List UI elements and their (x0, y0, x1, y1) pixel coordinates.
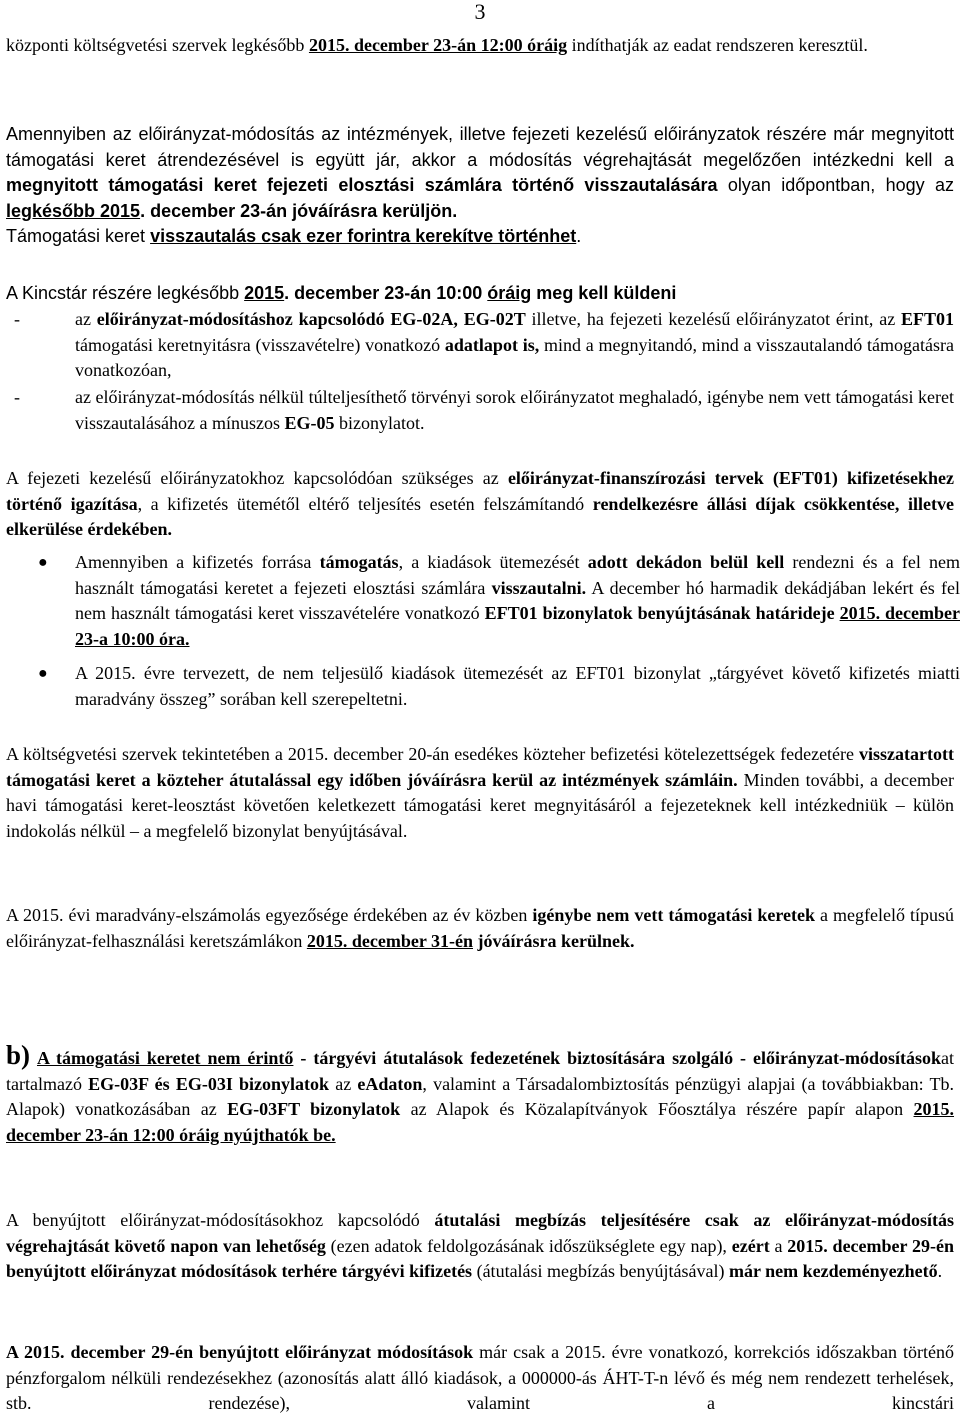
text-run: az (75, 309, 97, 329)
emphasis-run: átutalási megbízás teljesítésére csak az előirányzat-módosítás végrehajtását követő napon van lehetőség (6, 1210, 954, 1256)
emphasis-run: adott dekádon belül kell (587, 552, 785, 572)
text-run: rendezni és a fel nem használt támogatási keretet a fejezeti elosztási számlára (75, 552, 960, 598)
text-run: Minden további, a december havi támogatási keret-leosztást követően keletkezett támogatási keret megnyitásáról a fejezeteknek kell intézkedniük – külön indokolás nélkül – a megfelelő bizonylat benyújtásával. (6, 769, 954, 841)
paragraph-appropriation-modification (6, 122, 954, 250)
emphasis-run: EFT01 (901, 309, 955, 329)
paragraph-transfer-orders (6, 1208, 954, 1285)
text-run: mind a megnyitandó, mind a visszautalandó támogatásra vonatkozóan, (75, 334, 954, 380)
text-run: (ezen adatok feldolgozásának időszükséglete egy nap), (325, 1235, 732, 1256)
emphasis-run: EG-03FT bizonylatok (227, 1099, 401, 1119)
emphasis-run: EG-03F és EG-03I bizonylatok (88, 1073, 330, 1094)
text-run: indíthatják az eadat rendszeren keresztül. (567, 35, 868, 55)
text-run: A 2015. évi maradvány-elszámolás egyezősége érdekében az év közben (6, 905, 533, 925)
paragraph-correction-period (6, 1340, 954, 1417)
text-run: bizonylatot. (334, 412, 425, 433)
emphasis-run: A támogatási keretet nem érintő (36, 1048, 294, 1068)
dash-item-1 (14, 307, 954, 384)
bullet-item-1 (6, 550, 960, 654)
bullet-icon: ● (38, 554, 48, 571)
emphasis-run: 2015. december 29-én benyújtott előirányzat módosítások terhére tárgyévi kifizetés (6, 1235, 954, 1281)
text-run: A költségvetési szervek tekintetében a 2015. december 20-án esedékes közteher befizetési kötelezettségek fedezetére (6, 744, 860, 764)
text-run: A fejezeti kezelésű előirányzatokhoz kapcsolódóan szükséges az (6, 468, 508, 488)
paragraph-financing-plans (6, 466, 954, 543)
emphasis-run: visszatartott támogatási keret a közteher átutalással egy időben jóváírásra kerül az intézmények számláin. (6, 744, 954, 790)
emphasis-run: . december 23-án 10:00 (284, 283, 488, 303)
deadline-run: 2015. december 23-a 10:00 óra. (75, 603, 960, 649)
text-run: az előirányzat-módosítás nélkül túlteljesíthető törvényi sorok előirányzatot meghaladó, igénybe nem vett támogatási keret visszautalásához a mínuszos (75, 387, 954, 433)
text-run: az Alapok és Közalapítványok Főosztálya részére papír alapon (400, 1099, 914, 1119)
deadline-run: legkésőbb 2015 (6, 200, 141, 221)
emphasis-run: már nem kezdeményezhető (728, 1261, 938, 1281)
text-run: az (329, 1073, 358, 1094)
text-run: A Kincstár részére legkésőbb (6, 283, 245, 303)
text-run: illetve, ha fejezeti kezelésű előirányzatot érint, az (525, 309, 901, 329)
paragraph-remainder-settlement (6, 903, 954, 954)
text-run: Amennyiben a kifizetés forrása (75, 552, 320, 572)
text-run: , valamint a Társadalombiztosítás pénzügyi alapjai (a továbbiakban: Tb. Alapok) vonatkozásában az (6, 1073, 954, 1119)
text-run: , a kifizetés ütemétől eltérő teljesítés esetén felszámítandó (137, 493, 593, 514)
section-b (6, 1040, 955, 1148)
text-run: már csak a 2015. évre vonatkozó, korrekciós időszakban történő pénzforgalom nélküli rendezésekhez (azonosítás alatt álló kiadások, a 000000-ás ÁHT-T-n lévő és még nem rendezett terhelések, stb. rendezése), valamint a kincstári (6, 1342, 954, 1413)
text-run: Támogatási keret (6, 226, 151, 246)
emphasis-run: előirányzat-finanszírozási tervek (EFT01) kifizetésekhez történő igazítása (6, 468, 954, 514)
text-run: (átutalási megbízás benyújtásával) (472, 1261, 729, 1281)
emphasis-run: EFT01 bizonylatok benyújtásának határideje (484, 603, 840, 623)
dash-marker: - (14, 309, 20, 329)
deadline-run: 2015. december 23-án 12:00 óráig (308, 35, 568, 55)
bullet-icon: ● (38, 665, 48, 682)
text-run: A december hó harmadik dekádjában lekért és fel nem használt támogatási keret visszavételére vonatkozó (75, 577, 960, 623)
dash-item-text (75, 307, 954, 384)
text-run: a (769, 1235, 788, 1256)
text-run: központi költségvetési szervek legkésőbb (6, 35, 309, 55)
emphasis-run: támogatás (319, 552, 399, 572)
emphasis-run: meg kell küldeni (531, 283, 677, 303)
emphasis-run: visszautalni. (491, 577, 587, 598)
emphasis-run: . december 23-án jóváírásra kerüljön. (140, 200, 458, 221)
dash-item-2 (14, 385, 954, 437)
emphasis-run: rendelkezésre állási díjak csökkentése, illetve elkerülése érdekében. (6, 493, 955, 539)
emphasis-run: - tárgyévi átutalások fedezetének biztosítására szolgáló - előirányzat-módosítások (293, 1048, 941, 1068)
deadline-run: 2015. december 23-án 12:00 óráig nyújthatók be. (6, 1099, 955, 1145)
emphasis-run: előirányzat-módosításhoz kapcsolódó EG-02A, EG-02T (96, 309, 526, 329)
emphasis-run: ezért (731, 1235, 770, 1256)
bullet-item-text (75, 550, 960, 652)
emphasis-run: EG-05 (284, 412, 335, 433)
bullet-item-2 (6, 661, 960, 713)
emphasis-run: adatlapot is, (444, 334, 540, 355)
paragraph-public-charges (6, 742, 954, 844)
deadline-run: óráig (487, 283, 532, 303)
text-run: támogatási keretnyitásra (visszavételre) vonatkozó (75, 334, 445, 355)
text-run: . (937, 1261, 943, 1281)
deadline-run: 2015 (244, 283, 285, 303)
dash-marker: - (14, 387, 20, 407)
text-run (30, 1048, 37, 1068)
emphasis-run: visszautalás csak ezer forintra kerekítve történhet (150, 226, 577, 246)
paragraph-treasury-deadline (6, 281, 954, 307)
dash-item-text (75, 385, 954, 436)
paragraph-intro (6, 33, 954, 59)
bullet-item-text (75, 661, 960, 712)
emphasis-run: jóváírásra kerülnek. (473, 930, 635, 951)
text-run: , a kiadások ütemezését (398, 552, 588, 572)
page-number: 3 (474, 0, 486, 24)
deadline-run: 2015. december 31-én (306, 930, 473, 951)
text-run: Amennyiben az előirányzat-módosítás az intézmények, illetve fejezeti kezelésű előirányzatok részére már megnyitott támogatási keret átrendezésével is együtt jár, akkor a módosítás végrehajtását megelőzően intézkedni kell a (6, 124, 954, 170)
text-run: A 2015. évre tervezett, de nem teljesülő kiadások ütemezését az EFT01 bizonylat „tárgyévet követő kifizetés miatti maradvány összeg” sorában kell szerepeltetni. (75, 663, 960, 709)
text-run: . (576, 226, 582, 246)
text-run: a megfelelő típusú előirányzat-felhasználási keretszámlákon (6, 905, 955, 951)
emphasis-run: megnyitott támogatási keret fejezeti elosztási számlára történő visszautalására (6, 175, 718, 195)
emphasis-run: eAdaton (357, 1073, 423, 1094)
text-run: olyan időpontban, hogy az (717, 175, 954, 195)
text-run: A benyújtott előirányzat-módosításokhoz kapcsolódó (6, 1210, 435, 1230)
section-b-label: b) (6, 1040, 31, 1070)
emphasis-run: A 2015. december 29-én benyújtott előirányzat módosítások (6, 1342, 474, 1362)
text-run: at tartalmazó (6, 1048, 954, 1094)
emphasis-run: igénybe nem vett támogatási keretek (532, 905, 816, 925)
